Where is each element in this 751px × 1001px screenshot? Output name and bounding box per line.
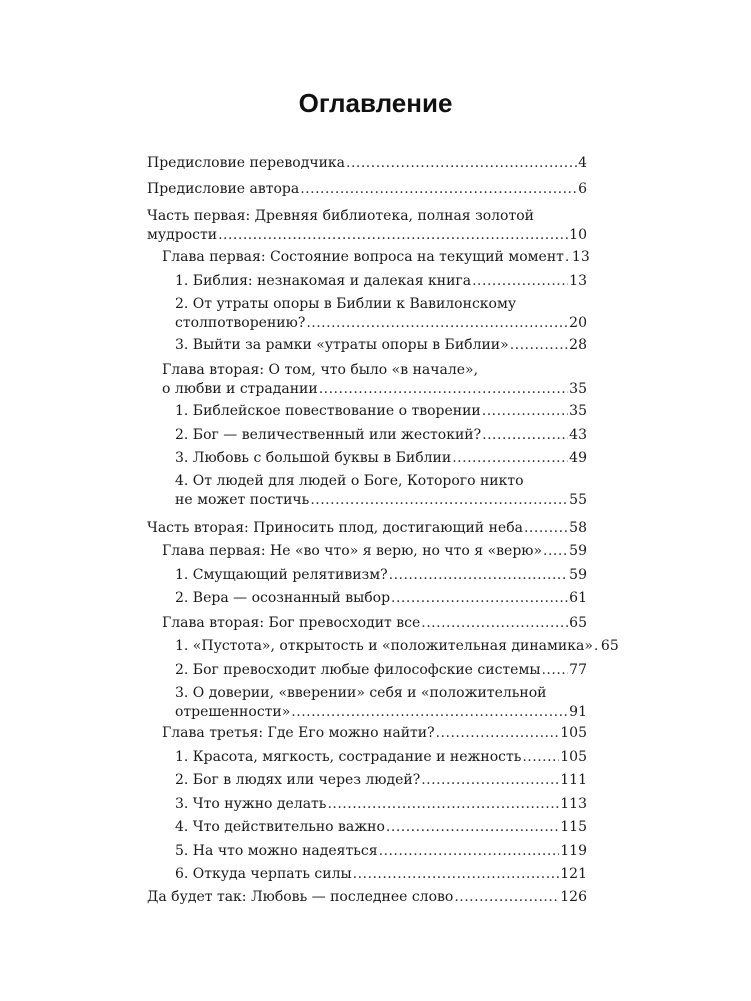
toc-entry-line <box>175 566 587 585</box>
toc-entry-line <box>175 272 587 291</box>
toc-page-number: 65 <box>600 638 619 654</box>
toc-page-number: 35 <box>569 403 587 419</box>
toc-page-number: 121 <box>560 866 587 882</box>
toc-page-number: 91 <box>569 704 587 720</box>
toc-entry-title: Глава первая: Состояние вопроса на текущий момент <box>162 249 564 265</box>
toc-entry-line <box>162 724 587 743</box>
toc-entry-title: 4. Что действительно важно <box>175 819 385 835</box>
toc-entry-title: 2. Бог — величественный или жестокий? <box>175 427 482 443</box>
toc-entry-part <box>147 519 587 538</box>
dot-leader <box>306 314 568 333</box>
dot-leader <box>291 703 568 722</box>
toc-entry-line <box>175 818 587 837</box>
toc-entry-line <box>175 402 587 421</box>
toc-entry-title: 3. О доверии, «вверении» себя и «положительной <box>175 685 547 701</box>
page-title: Оглавление <box>298 88 453 118</box>
toc-entry-line <box>175 295 587 314</box>
toc-entry-chapter <box>162 248 590 267</box>
toc-entry-section <box>175 771 587 790</box>
toc-page-number: 115 <box>560 819 587 835</box>
toc-entry-title: 1. Библия: незнакомая и далекая книга <box>175 273 472 289</box>
toc-entry-line <box>147 154 587 173</box>
toc-entry-line <box>175 426 587 445</box>
toc-page-number: 59 <box>569 543 587 559</box>
toc-entry-title: 2. Бог в людях или через людей? <box>175 772 421 788</box>
dot-leader <box>327 795 559 814</box>
toc-entry-line <box>175 449 587 468</box>
dot-leader <box>472 272 568 291</box>
toc-entry-line <box>147 226 587 245</box>
toc-entry-line <box>175 748 587 767</box>
toc-entry-section <box>175 449 587 468</box>
toc-page-number: 10 <box>569 227 587 243</box>
toc-page-number: 35 <box>569 381 587 397</box>
toc-entry-line <box>162 614 587 633</box>
toc-page-number: 58 <box>569 520 587 536</box>
toc-entry-line <box>162 542 587 561</box>
toc-entry-title: 2. От утраты опоры в Библии к Вавилонскому <box>175 296 517 312</box>
toc-entry-part <box>147 154 587 173</box>
toc-entry-section <box>175 566 587 585</box>
dot-leader <box>421 771 559 790</box>
toc-page-number: 113 <box>560 796 587 812</box>
toc-entry-line <box>175 589 587 608</box>
toc-entry-title: 4. От людей для людей о Боге, Которого никто <box>175 473 524 489</box>
toc-entry-line <box>147 207 587 226</box>
toc-page-number: 55 <box>569 492 587 508</box>
toc-entry-line <box>175 684 587 703</box>
toc-entry-title: Предисловие переводчика <box>147 155 345 171</box>
toc-entry-title: отрешенности» <box>175 704 291 720</box>
toc-entry-part <box>147 180 587 199</box>
toc-entry-title: Часть первая: Древняя библиотека, полная золотой <box>147 208 534 224</box>
dot-leader <box>565 248 571 267</box>
toc-page-number: 59 <box>569 567 587 583</box>
dot-leader <box>594 637 600 656</box>
toc-entry-title: столпотворению? <box>175 315 306 331</box>
toc-page-number: 111 <box>560 772 587 788</box>
toc-entry-title: Глава третья: Где Его можно найти? <box>162 725 435 741</box>
toc-entry-chapter <box>162 614 587 633</box>
toc-entry-section <box>175 295 587 333</box>
dot-leader <box>541 661 568 680</box>
dot-leader <box>218 226 568 245</box>
toc-entry-title: 1. Красота, мягкость, сострадание и нежность <box>175 749 522 765</box>
toc-page-number: 4 <box>578 155 587 171</box>
toc-entry-title: Глава вторая: Бог превосходит все <box>162 615 421 631</box>
toc-page-number: 65 <box>569 615 587 631</box>
toc-entry-section <box>175 589 587 608</box>
toc-page-number: 105 <box>560 749 587 765</box>
toc-entry-chapter <box>162 724 587 743</box>
dot-leader <box>300 180 577 199</box>
toc-entry-line <box>175 336 587 355</box>
dot-leader <box>346 154 577 173</box>
toc-entry-line <box>147 519 587 538</box>
toc-entry-part <box>147 207 587 245</box>
toc-entry-part <box>147 888 587 907</box>
toc-entry-section <box>175 637 619 656</box>
dot-leader <box>482 426 568 445</box>
dot-leader <box>543 542 568 561</box>
dot-leader <box>353 865 560 884</box>
toc-entry-title: Часть вторая: Приносить плод, достигающий неба <box>147 520 523 536</box>
toc-entry-line <box>175 771 587 790</box>
toc-page-number: 6 <box>578 181 587 197</box>
toc-entry-line <box>162 248 590 267</box>
toc-entry-line <box>175 795 587 814</box>
dot-leader <box>310 491 568 510</box>
toc-entry-line <box>162 361 587 380</box>
toc-page-number: 13 <box>571 249 590 265</box>
dot-leader <box>454 888 559 907</box>
toc-page-number: 77 <box>569 662 587 678</box>
toc-entry-title: Глава вторая: О том, что было «в начале», <box>162 362 479 378</box>
toc-page-number: 49 <box>569 450 587 466</box>
toc-entry-title: 3. Любовь с большой буквы в Библии <box>175 450 452 466</box>
dot-leader <box>421 614 568 633</box>
toc-entry-title: 2. Вера — осознанный выбор <box>175 590 391 606</box>
toc-page-number: 43 <box>569 427 587 443</box>
toc-entry-line <box>175 661 587 680</box>
toc-entry-section <box>175 795 587 814</box>
dot-leader <box>510 336 568 355</box>
toc-entry-title: Глава первая: Не «во что» я верю, но что я «верю» <box>162 543 543 559</box>
toc-entry-section <box>175 661 587 680</box>
dot-leader <box>436 724 560 743</box>
toc-entry-title: 1. Библейское повествование о творении <box>175 403 481 419</box>
toc-entry-chapter <box>162 542 587 561</box>
toc-entry-title: Предисловие автора <box>147 181 300 197</box>
toc-entry-line <box>147 888 587 907</box>
toc-entry-section <box>175 842 587 861</box>
dot-leader <box>524 519 568 538</box>
dot-leader <box>391 589 568 608</box>
toc-page-number: 20 <box>569 315 587 331</box>
dot-leader <box>389 566 569 585</box>
toc-entry-section <box>175 472 587 510</box>
toc-entry-title: 2. Бог превосходит любые философские системы <box>175 662 541 678</box>
toc-page-number: 28 <box>569 337 587 353</box>
toc-entry-line <box>175 637 619 656</box>
dot-leader <box>522 748 559 767</box>
toc-entry-title: 6. Откуда черпать силы <box>175 866 352 882</box>
toc-entry-line <box>175 472 587 491</box>
toc-entry-line <box>147 180 587 199</box>
toc-entry-line <box>175 842 587 861</box>
toc-entry-chapter <box>162 361 587 399</box>
toc-entry-section <box>175 748 587 767</box>
toc-entry-title: 3. Что нужно делать <box>175 796 327 812</box>
toc-entry-title: 5. На что можно надеяться <box>175 843 378 859</box>
toc-entry-title: 1. Смущающий релятивизм? <box>175 567 388 583</box>
toc-page-number: 126 <box>560 889 587 905</box>
toc-entry-title: мудрости <box>147 227 218 243</box>
toc-page-number: 13 <box>569 273 587 289</box>
toc-entry-title: о любви и страдании <box>162 381 318 397</box>
toc-page-number: 119 <box>560 843 587 859</box>
toc-entry-line <box>162 380 587 399</box>
toc-entry-section <box>175 818 587 837</box>
toc-page-number: 105 <box>560 725 587 741</box>
toc-entry-line <box>175 703 587 722</box>
toc-entry-title: 3. Выйти за рамки «утраты опоры в Библии» <box>175 337 509 353</box>
toc-entry-line <box>175 865 587 884</box>
toc-entry-section <box>175 684 587 722</box>
toc-entry-section <box>175 402 587 421</box>
toc-entry-title: не может постичь <box>175 492 310 508</box>
dot-leader <box>319 380 568 399</box>
toc-entry-title: 1. «Пустота», открытость и «положительная динамика» <box>175 638 593 654</box>
dot-leader <box>482 402 568 421</box>
toc-entry-title: Да будет так: Любовь — последнее слово <box>147 889 454 905</box>
toc-entry-line <box>175 314 587 333</box>
dot-leader <box>379 842 560 861</box>
toc-entry-section <box>175 336 587 355</box>
toc-entry-line <box>175 491 587 510</box>
toc-entry-section <box>175 865 587 884</box>
toc-entry-section <box>175 426 587 445</box>
dot-leader <box>386 818 559 837</box>
toc-entry-section <box>175 272 587 291</box>
dot-leader <box>452 449 568 468</box>
toc-page-number: 61 <box>569 590 587 606</box>
